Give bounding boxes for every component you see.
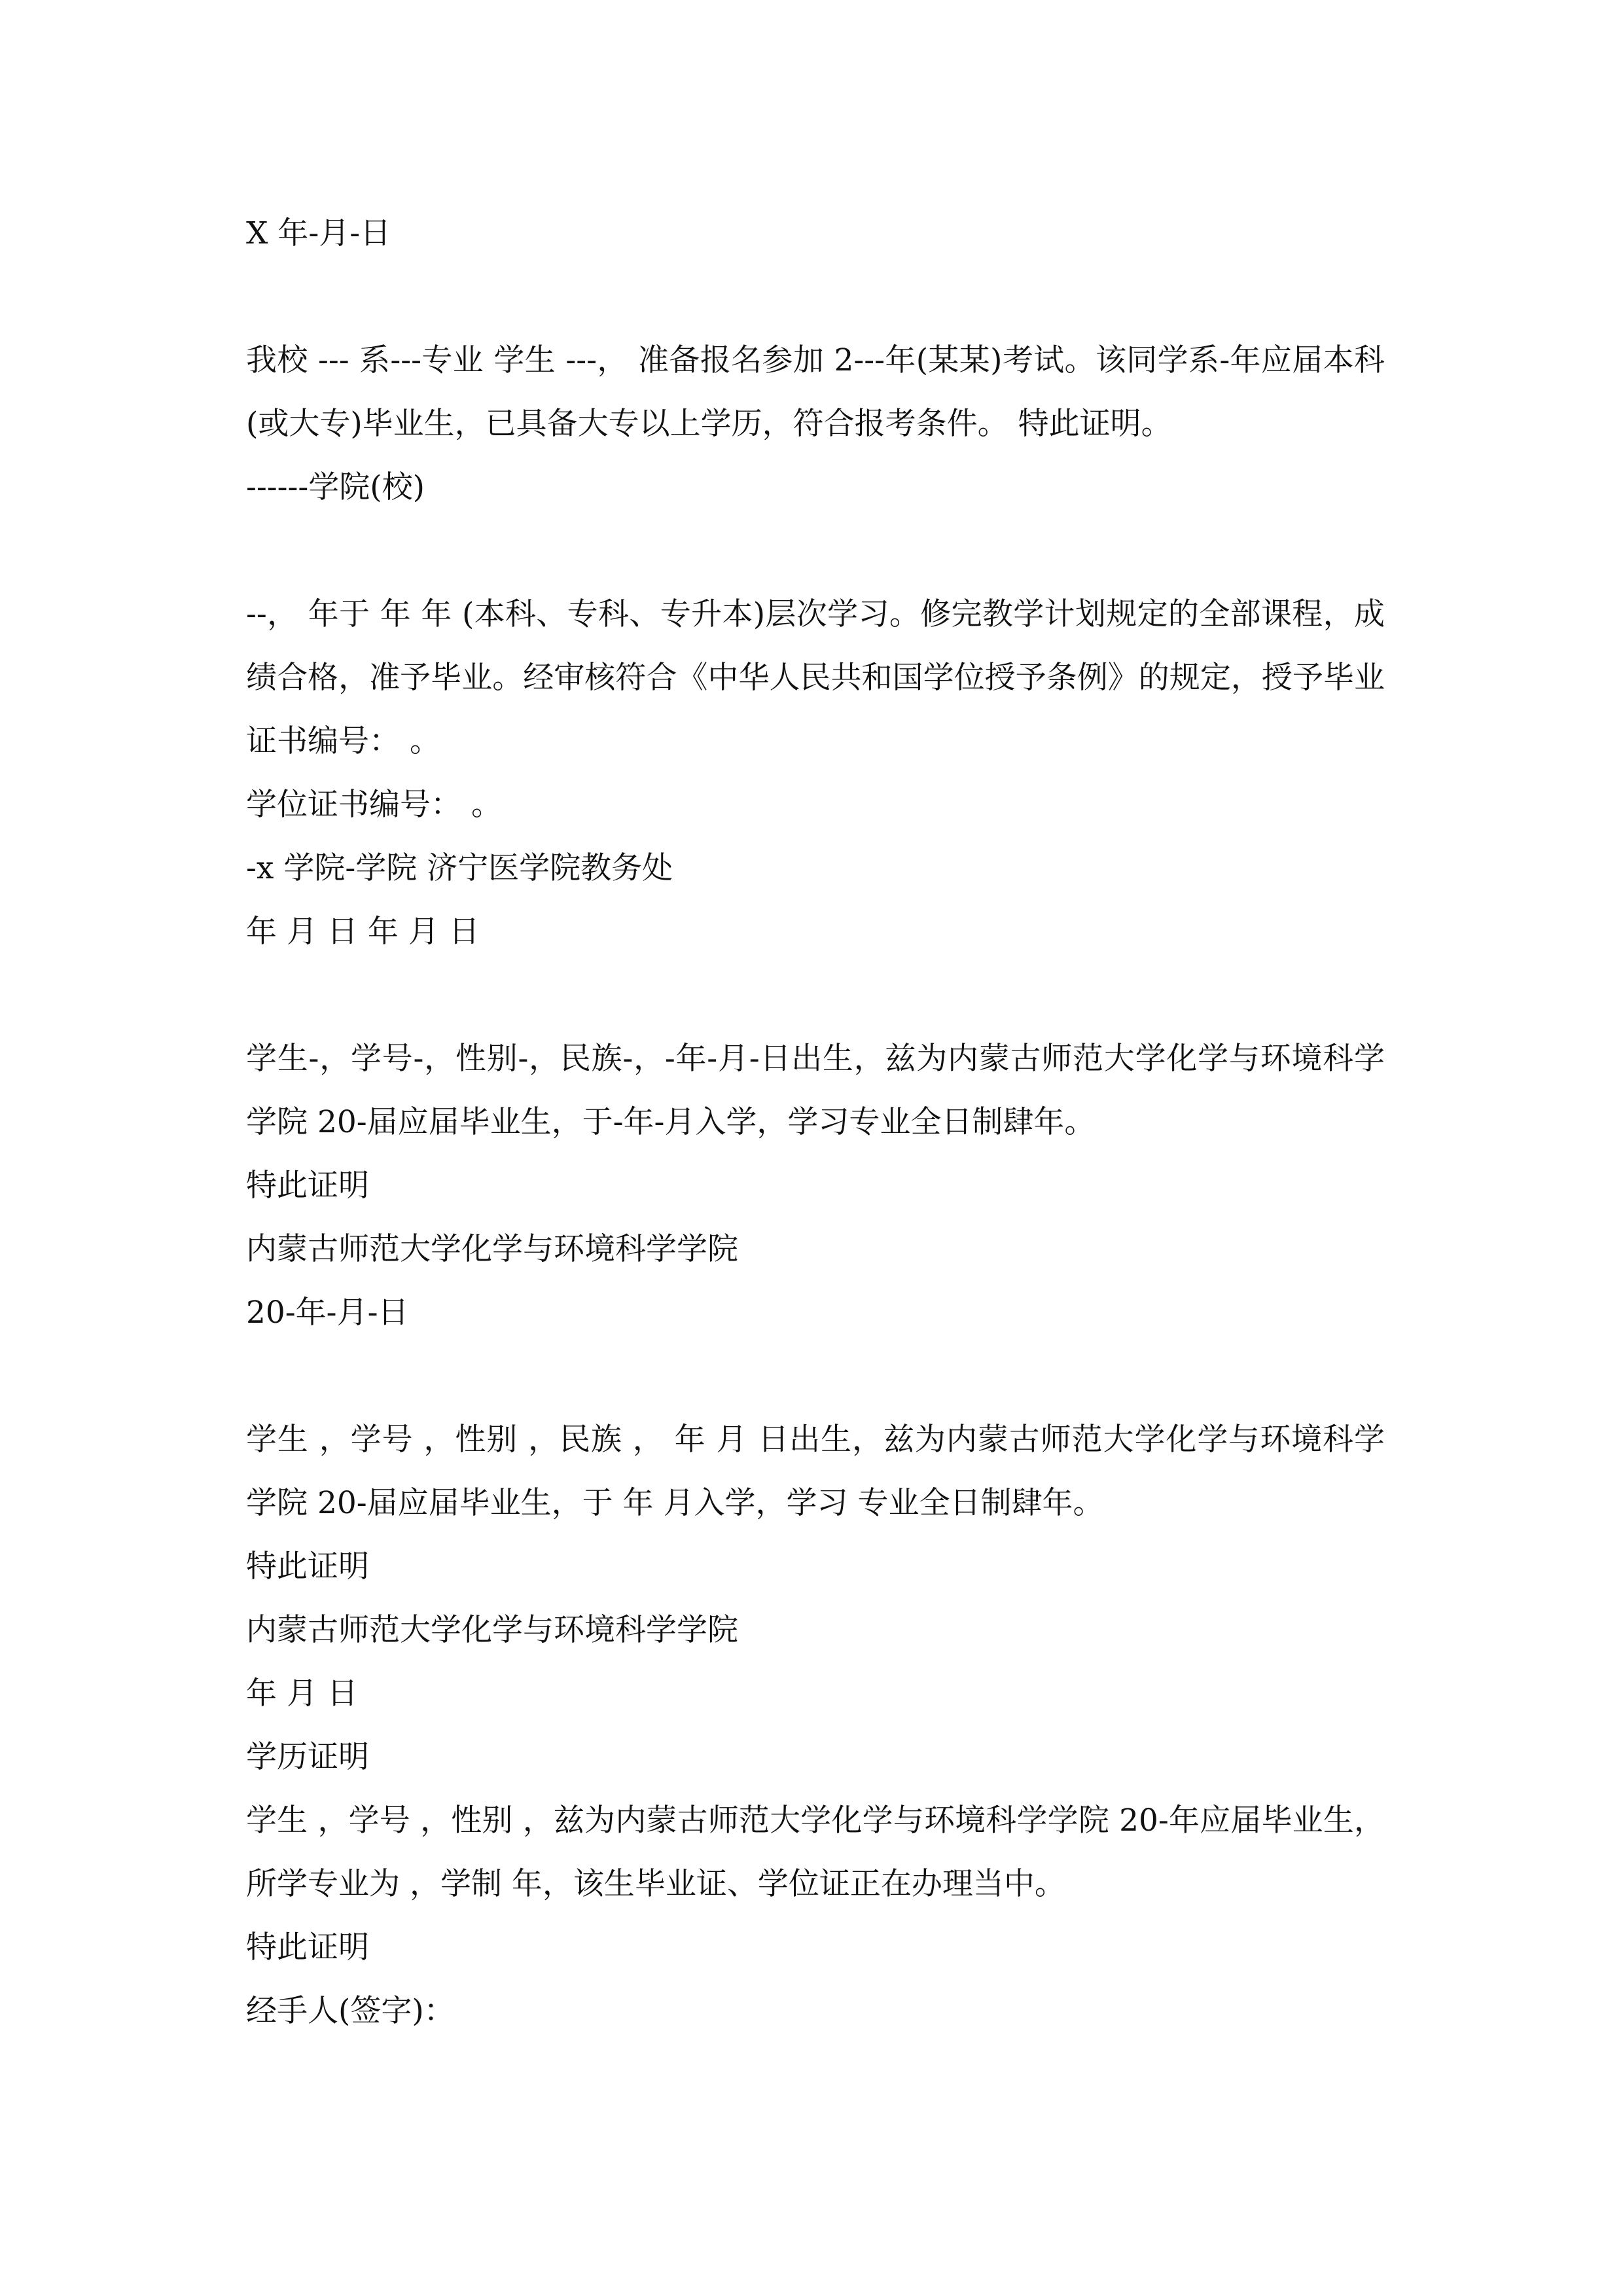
section3-paragraph: --， 年于 年 年 (本科、专科、专升本)层次学习。修完教学计划规定的全部课程，成绩合格，准予毕业。经审核符合《中华人民共和国学位授予条例》的规定，授予毕业证书编号： 。 — [246, 596, 1385, 759]
section5-certify: 特此证明 — [246, 1549, 369, 1585]
spacer — [246, 963, 1385, 1027]
section3-signers: -x 学院-学院 济宁医学院教务处 — [246, 850, 673, 886]
section5-title: 学历证明 — [246, 1739, 369, 1775]
section1-date: X 年-月-日 — [246, 215, 391, 251]
section5-org: 内蒙古师范大学化学与环境科学学院 — [246, 1612, 738, 1648]
spacer — [246, 519, 1385, 583]
section5-handler: 经手人(签字)： — [246, 1993, 455, 2029]
section4-paragraph: 学生-，学号-，性别-，民族-，-年-月-日出生，兹为内蒙古师范大学化学与环境科学学院 20-届应届毕业生，于-年-月入学，学习专业全日制肆年。 — [246, 1041, 1385, 1140]
section5-certify2: 特此证明 — [246, 1929, 369, 1965]
section4-date: 20-年-月-日 — [246, 1295, 409, 1331]
document-body — [246, 202, 1385, 2043]
section4-certify: 特此证明 — [246, 1168, 369, 1204]
section3-dates: 年 月 日 年 月 日 — [246, 914, 480, 950]
section5-date: 年 月 日 — [246, 1676, 358, 1712]
section2-paragraph: 我校 --- 系---专业 学生 ---， 准备报名参加 2---年(某某)考试。该同学系-年应届本科(或大专)毕业生，已具备大专以上学历，符合报考条件。 特此证明。 — [246, 342, 1385, 442]
section5-paragraph2: 学生 ，学号 ，性别 ，兹为内蒙古师范大学化学与环境科学学院 20-年应届毕业生，所学专业为 ，学制 年，该生毕业证、学位证正在办理当中。 — [246, 1803, 1385, 1902]
section3-degree-number: 学位证书编号： 。 — [246, 787, 502, 823]
spacer — [246, 1344, 1385, 1408]
section5-paragraph: 学生 ，学号 ，性别 ，民族 ， 年 月 日出生，兹为内蒙古师范大学化学与环境科学学院 20-届应届毕业生，于 年 月入学，学习 专业全日制肆年。 — [246, 1422, 1385, 1521]
spacer — [246, 265, 1385, 329]
section4-org: 内蒙古师范大学化学与环境科学学院 — [246, 1231, 738, 1267]
section2-signer: ------学院(校) — [246, 469, 425, 505]
